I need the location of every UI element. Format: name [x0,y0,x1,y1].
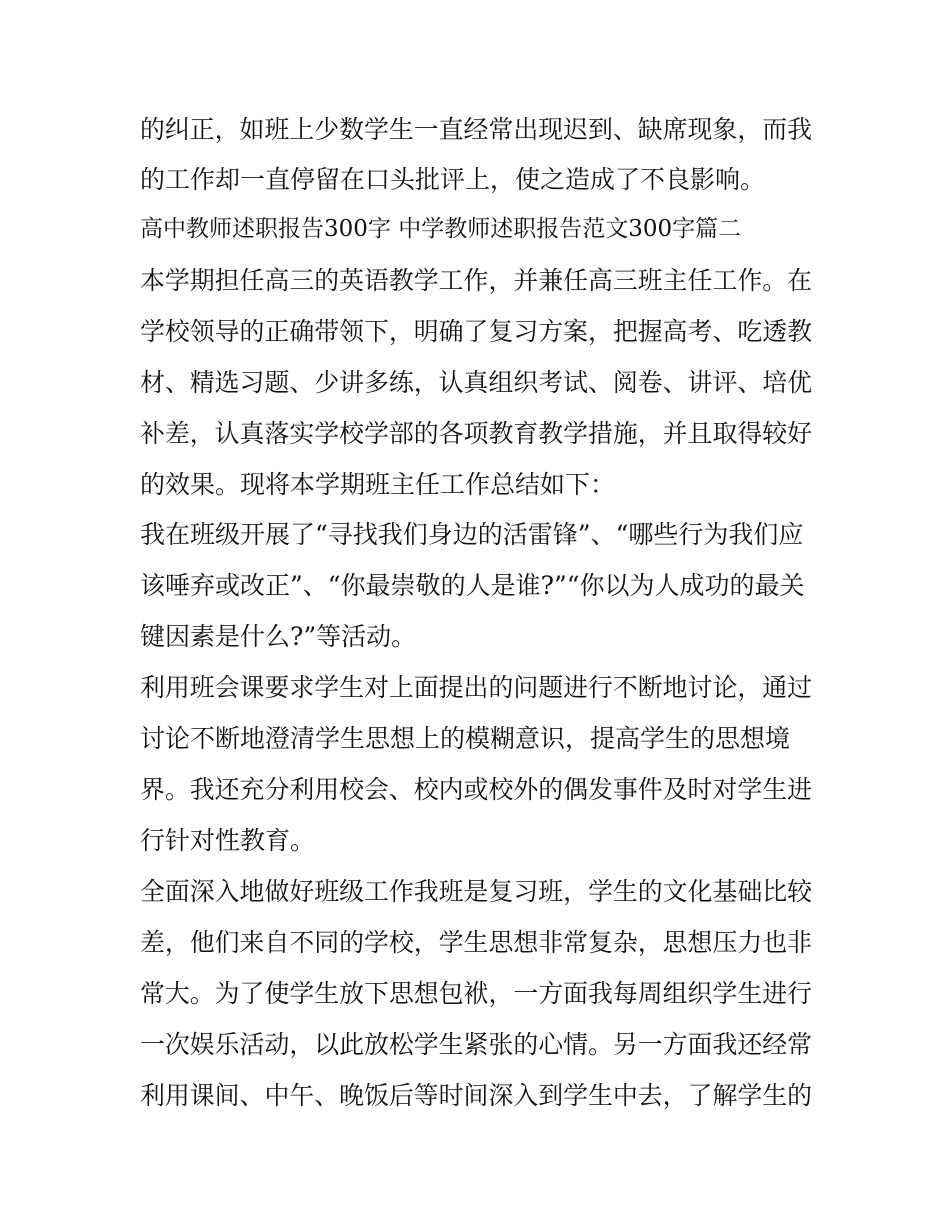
text-line: 我在班级开展了“寻找我们身边的活雷锋”、“哪些行为我们应 [140,520,804,549]
text-line: 键因素是什么?”等活动。 [140,622,417,651]
text-line: 该唾弃或改正”、“你最崇敬的人是谁?”“你以为人成功的最关 [140,571,805,600]
text-line: 常大。为了使学生放下思想包袱，一方面我每周组织学生进行 [140,979,813,1008]
text-line: 学校领导的正确带领下，明确了复习方案，把握高考、吃透教 [140,317,813,346]
text-line: 本学期担任高三的英语教学工作，并兼任高三班主任工作。在 [140,266,813,295]
text-line: 行针对性教育。 [140,826,316,855]
section-heading: 高中教师述职报告300字 中学教师述职报告范文300字篇二 [140,216,742,242]
text-line: 讨论不断地澄清学生思想上的模糊意识，提高学生的思想境 [140,724,791,753]
text-line: 利用课间、中午、晚饭后等时间深入到学生中去，了解学生的 [140,1081,813,1110]
text-line: 的工作却一直停留在口头批评上，使之造成了不良影响。 [140,165,766,194]
text-line: 的纠正，如班上少数学生一直经常出现迟到、缺席现象，而我 [140,115,813,144]
text-line: 差，他们来自不同的学校，学生思想非常复杂，思想压力也非 [140,928,813,957]
text-line: 一次娱乐活动，以此放松学生紧张的心情。另一方面我还经常 [140,1030,813,1059]
text-line: 补差，认真落实学校学部的各项教育教学措施，并且取得较好 [140,419,813,448]
text-line: 的效果。现将本学期班主任工作总结如下： [140,470,616,499]
text-line: 界。我还充分利用校会、校内或校外的偶发事件及时对学生进 [140,775,813,804]
text-line: 全面深入地做好班级工作我班是复习班，学生的文化基础比较 [140,877,813,906]
text-line: 利用班会课要求学生对上面提出的问题进行不断地讨论，通过 [140,673,813,702]
text-line: 材、精选习题、少讲多练，认真组织考试、阅卷、讲评、培优 [140,368,813,397]
